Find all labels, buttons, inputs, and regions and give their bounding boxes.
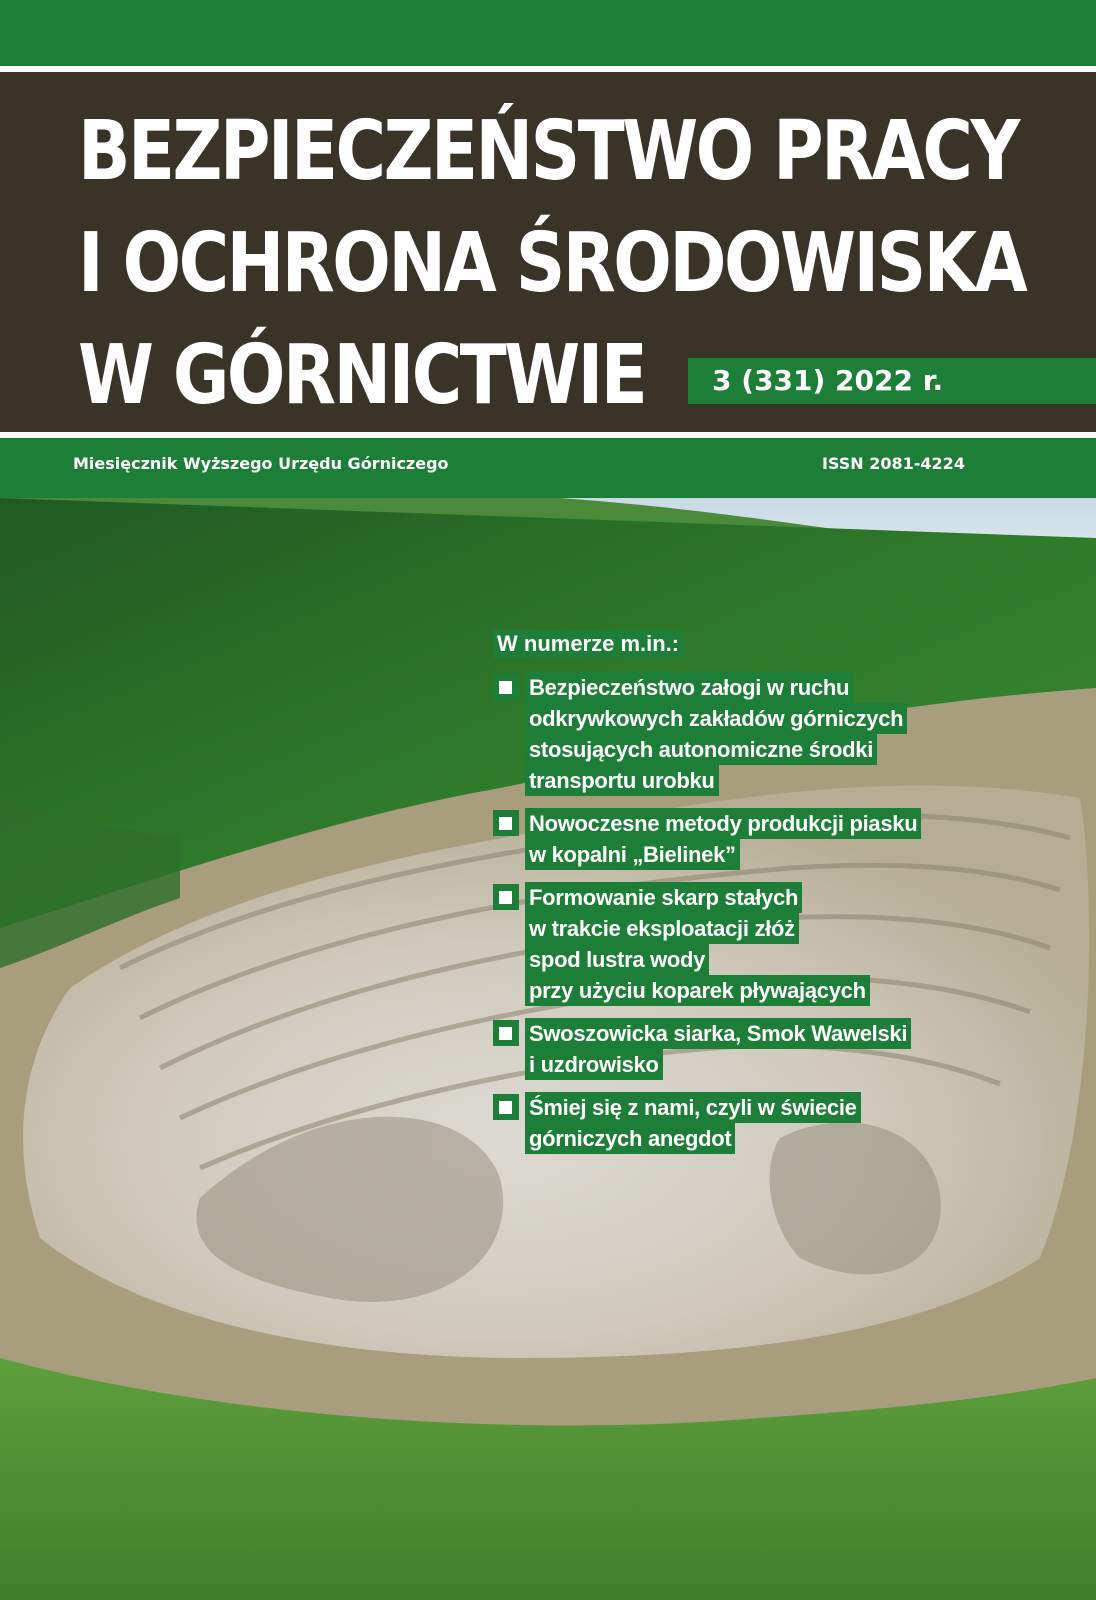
- contents-item-line: górniczych anegdot: [525, 1123, 735, 1154]
- contents-item-line: transportu urobku: [525, 765, 719, 796]
- contents-item-line: Śmiej się z nami, czyli w świecie: [525, 1092, 861, 1123]
- square-bullet-icon: [493, 674, 519, 700]
- contents-item: [493, 1092, 1053, 1154]
- contents-item: [493, 808, 1053, 870]
- issn: ISSN 2081-4224: [822, 454, 965, 473]
- square-bullet-icon: [493, 810, 519, 836]
- contents-item: [493, 1018, 1053, 1080]
- contents-list: [493, 672, 1053, 1154]
- contents-item-line: stosujących autonomiczne środki: [525, 734, 877, 765]
- contents-item-line: i uzdrowisko: [525, 1049, 663, 1080]
- square-bullet-icon: [493, 1020, 519, 1046]
- contents-item-line: Bezpieczeństwo załogi w ruchu: [525, 672, 853, 703]
- publisher-line: Miesięcznik Wyższego Urzędu Górniczego: [73, 454, 449, 473]
- square-bullet-icon: [493, 884, 519, 910]
- contents-item-line: Swoszowicka siarka, Smok Wawelski: [525, 1018, 911, 1049]
- publisher-bar: [0, 438, 1096, 498]
- contents-item: [493, 882, 1053, 1006]
- contents-item-line: spod lustra wody: [525, 944, 709, 975]
- contents-item-line: w kopalni „Bielinek”: [525, 839, 740, 870]
- contents-heading: W numerze m.in.:: [493, 630, 683, 658]
- contents-item-line: w trakcie eksploatacji złóż: [525, 913, 799, 944]
- title-line: I OCHRONA ŚRODOWISKA: [78, 216, 1026, 311]
- contents-item-line: Nowoczesne metody produkcji piasku: [525, 808, 921, 839]
- title-line: W GÓRNICTWIE: [78, 328, 646, 423]
- contents-item-line: odkrywkowych zakładów górniczych: [525, 703, 907, 734]
- issue-number: 3 (331) 2022 r.: [688, 358, 1096, 404]
- top-green-band: [0, 0, 1096, 66]
- contents-item: [493, 672, 1053, 796]
- table-of-contents: [493, 630, 1053, 1154]
- square-bullet-icon: [493, 1094, 519, 1120]
- contents-item-line: przy użyciu koparek pływających: [525, 975, 870, 1006]
- contents-item-line: Formowanie skarp stałych: [525, 882, 802, 913]
- title-line: BEZPIECZEŃSTWO PRACY: [78, 104, 1018, 199]
